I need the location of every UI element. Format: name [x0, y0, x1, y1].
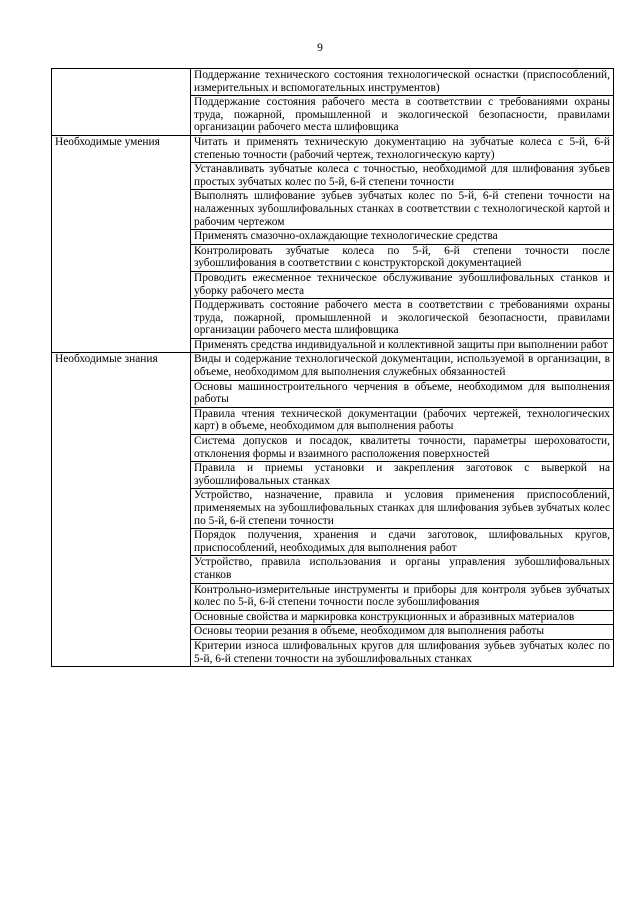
- requirement-item: Устройство, правила использования и органы управления зубошлифовальных станков: [191, 556, 614, 583]
- section-label: Необходимые знания: [52, 353, 191, 667]
- requirement-item: Поддержание состояния рабочего места в соответствии с требованиями охраны труда, пожарной, промышленной и экологической безопасности, правилами организации рабочего места шлифовщика: [191, 96, 614, 136]
- section-label-empty: [52, 69, 191, 136]
- section-label: Необходимые умения: [52, 135, 191, 353]
- table-row: [52, 69, 614, 96]
- requirement-item: Контролировать зубчатые колеса по 5-й, 6-й степени точности после зубошлифования в соответствии с конструкторской документацией: [191, 244, 614, 271]
- page-number: 9: [317, 42, 323, 54]
- competency-table-body: [52, 69, 614, 667]
- requirement-item: Читать и применять техническую документацию на зубчатые колеса с 5-й, 6-й степенью точности (рабочий чертеж, технологическую карту): [191, 135, 614, 162]
- requirement-item: Критерии износа шлифовальных кругов для шлифования зубьев зубчатых колес по 5-й, 6-й степени точности на зубошлифовальных станках: [191, 639, 614, 666]
- requirement-item: Система допусков и посадок, квалитеты точности, параметры шероховатости, отклонения формы и взаимного расположения поверхностей: [191, 435, 614, 462]
- requirement-item: Порядок получения, хранения и сдачи заготовок, шлифовальных кругов, приспособлений, необходимых для выполнения работ: [191, 529, 614, 556]
- requirement-item: Проводить ежесменное техническое обслуживание зубошлифовальных станков и уборку рабочего места: [191, 271, 614, 298]
- requirement-item: Виды и содержание технологической документации, используемой в организации, в объеме, необходимом для выполнения служебных обязанностей: [191, 353, 614, 380]
- requirement-item: Поддерживать состояние рабочего места в соответствии с требованиями охраны труда, пожарной, промышленной и экологической безопасности, правилами организации рабочего места шлифовщика: [191, 299, 614, 339]
- requirement-item: Выполнять шлифование зубьев зубчатых колес по 5-й, 6-й степени точности на налаженных зубошлифовальных станках в соответствии с технологической картой и рабочим чертежом: [191, 190, 614, 230]
- requirement-item: Правила чтения технической документации (рабочих чертежей, технологических карт) в объеме, необходимом для выполнения работы: [191, 407, 614, 434]
- requirement-item: Основы теории резания в объеме, необходимом для выполнения работы: [191, 625, 614, 640]
- requirement-item: Контрольно-измерительные инструменты и приборы для контроля зубьев зубчатых колес по 5-й, 6-й степени точности после зубошлифования: [191, 583, 614, 610]
- requirement-item: Применять смазочно-охлаждающие технологические средства: [191, 230, 614, 245]
- requirement-item: Основные свойства и маркировка конструкционных и абразивных материалов: [191, 610, 614, 625]
- requirement-item: Поддержание технического состояния технологической оснастки (приспособлений, измерительных и вспомогательных инструментов): [191, 69, 614, 96]
- requirement-item: Основы машиностроительного черчения в объеме, необходимом для выполнения работы: [191, 380, 614, 407]
- requirement-item: Устройство, назначение, правила и условия применения приспособлений, применяемых на зубошлифовальных станках для шлифования зубьев зубчатых колес по 5-й, 6-й степени точности: [191, 489, 614, 529]
- requirement-item: Правила и приемы установки и закрепления заготовок с выверкой на зубошлифовальных станках: [191, 462, 614, 489]
- requirement-item: Применять средства индивидуальной и коллективной защиты при выполнении работ: [191, 338, 614, 353]
- table-row: [52, 353, 614, 380]
- table-row: [52, 135, 614, 162]
- requirement-item: Устанавливать зубчатые колеса с точностью, необходимой для шлифования зубьев простых зубчатых колес по 5-й, 6-й степени точности: [191, 163, 614, 190]
- competency-table: [51, 68, 614, 667]
